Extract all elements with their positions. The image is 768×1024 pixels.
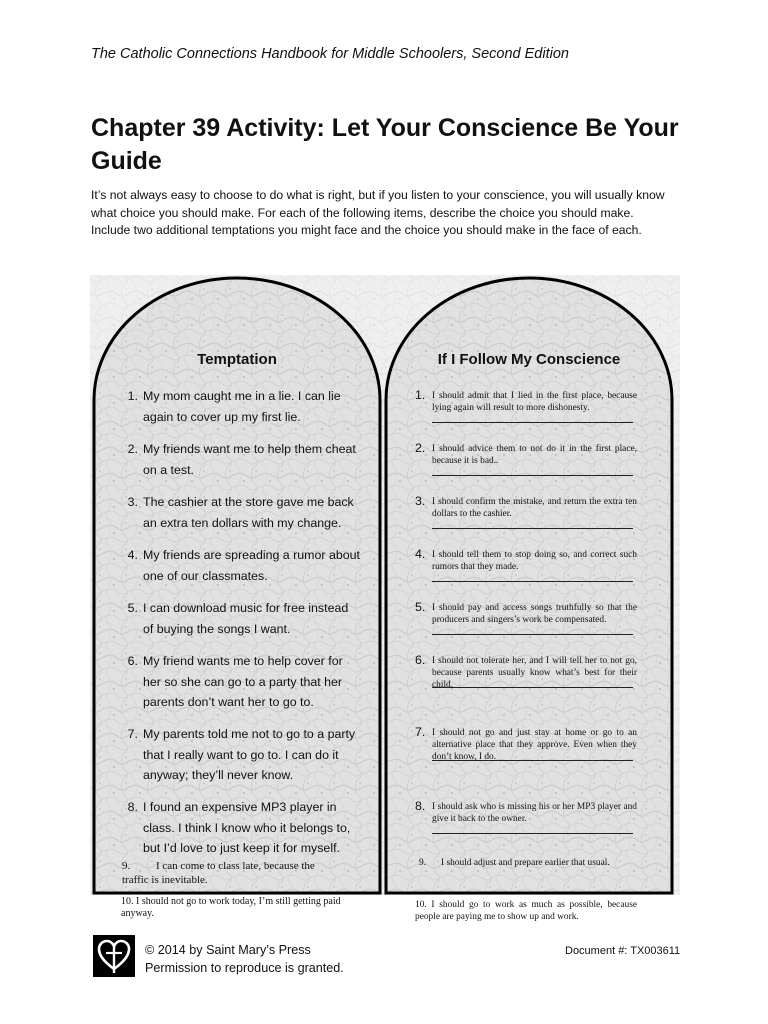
- copyright-notice: [145, 941, 344, 977]
- document-number: Document #: TX003611: [565, 945, 681, 957]
- item-number: 7.: [127, 727, 138, 741]
- answer-line: [432, 581, 633, 582]
- answer-item: [415, 496, 640, 520]
- temptation-item-9-number: 9.: [122, 860, 131, 872]
- temptation-text: My friend wants me to help cover for her so she can go to a party that her parents don’t want her to go to.: [143, 654, 343, 709]
- item-number: 1.: [415, 388, 426, 402]
- temptation-item: [122, 797, 362, 859]
- temptation-text: The cashier at the store gave me back an extra ten dollars with my change.: [143, 495, 354, 530]
- item-number: 2.: [415, 441, 426, 455]
- item-number: 5.: [415, 600, 426, 614]
- item-number: 4.: [127, 548, 138, 562]
- answer-item: [415, 655, 640, 691]
- answer-text: I should confirm the mistake, and return the extra ten dollars to the cashier.: [432, 497, 637, 519]
- answer-item-9-number: 9.: [419, 858, 427, 868]
- book-title: The Catholic Connections Handbook for Middle Schoolers, Second Edition: [91, 46, 569, 62]
- answer-line: [432, 760, 633, 761]
- answer-item-9-text: I should adjust and prepare earlier that usual.: [441, 858, 610, 868]
- temptation-item: [122, 492, 362, 533]
- temptation-item: [122, 545, 362, 586]
- answer-item: [415, 602, 640, 626]
- answer-line: [432, 687, 633, 688]
- item-number: 4.: [415, 547, 426, 561]
- temptation-item: [122, 386, 362, 427]
- temptation-item-9-text: I can come to class late, because the traffic is inevitable.: [122, 860, 315, 886]
- answer-text: I should pay and access songs truthfully so that the producers and singers’s work be compensated.: [432, 603, 637, 625]
- temptation-item: [122, 439, 362, 480]
- activity-title: Chapter 39 Activity: Let Your Conscience Be Your Guide: [91, 114, 679, 175]
- answer-text: I should not go and just stay at home or go to an alternative place that they approve. Even when they don’t know, I do.: [432, 728, 637, 762]
- item-number: 6.: [415, 653, 426, 667]
- temptation-item: [122, 651, 362, 713]
- answer-text: I should advice them to not do it in the first place, because it is bad..: [432, 444, 637, 466]
- item-number: 8.: [127, 800, 138, 814]
- item-number: 5.: [127, 601, 138, 615]
- answer-item: [415, 801, 640, 825]
- item-number: 7.: [415, 725, 426, 739]
- permission-line: Permission to reproduce is granted.: [145, 961, 344, 975]
- answer-line: [432, 634, 633, 635]
- answer-line: [432, 528, 633, 529]
- activity-instructions: It’s not always easy to choose to do what is right, but if you listen to your conscience, you will usually know what choice you should make. For each of the following items, describe the choice you should make. Include two additional temptations you might face and the choice you should make in the face of each.: [91, 188, 665, 237]
- answer-text: I should admit that I lied in the first place, because lying again will result to more dishonesty.: [432, 391, 637, 413]
- temptation-text: My friends are spreading a rumor about one of our classmates.: [143, 548, 360, 583]
- temptation-column-title: Temptation: [197, 351, 277, 368]
- answer-line: [432, 422, 633, 423]
- answer-item: [415, 443, 640, 467]
- item-number: 8.: [415, 799, 426, 813]
- item-number: 3.: [127, 495, 138, 509]
- saint-marys-press-logo: [93, 935, 135, 977]
- conscience-column-title: If I Follow My Conscience: [437, 351, 621, 368]
- temptation-item: [122, 598, 362, 639]
- answer-line: [432, 833, 633, 834]
- item-number: 2.: [127, 442, 138, 456]
- copyright-line: © 2014 by Saint Mary’s Press: [145, 943, 311, 957]
- answer-item: [415, 390, 640, 414]
- answer-item-10: 10. I should go to work as much as possible, because people are paying me to show up and work.: [415, 900, 637, 922]
- temptation-item-10: 10. I should not go to work today, I’m still getting paid anyway.: [121, 896, 341, 919]
- item-number: 1.: [127, 389, 138, 403]
- answer-item: [415, 549, 640, 573]
- temptation-text: My mom caught me in a lie. I can lie again to cover up my first lie.: [143, 389, 341, 424]
- answer-text: I should not tolerate her, and I will tell her to not go, because parents usually know what’s best for their child.: [432, 656, 637, 690]
- temptation-item: [122, 724, 362, 786]
- answer-text: I should tell them to stop doing so, and correct such rumors that they made.: [432, 550, 637, 572]
- answer-item: [415, 727, 640, 763]
- answer-text: I should ask who is missing his or her MP3 player and give it back to the owner.: [432, 802, 637, 824]
- temptation-text: My friends want me to help them cheat on a test.: [143, 442, 356, 477]
- item-number: 3.: [415, 494, 426, 508]
- item-number: 6.: [127, 654, 138, 668]
- temptation-text: I found an expensive MP3 player in class. I think I know who it belongs to, but I’d love to just keep it for myself.: [143, 800, 351, 855]
- temptation-text: My parents told me not to go to a party that I really want to go to. I can do it anyway; they’ll never know.: [143, 727, 356, 782]
- temptation-text: I can download music for free instead of buying the songs I want.: [143, 601, 349, 636]
- answer-line: [432, 475, 633, 476]
